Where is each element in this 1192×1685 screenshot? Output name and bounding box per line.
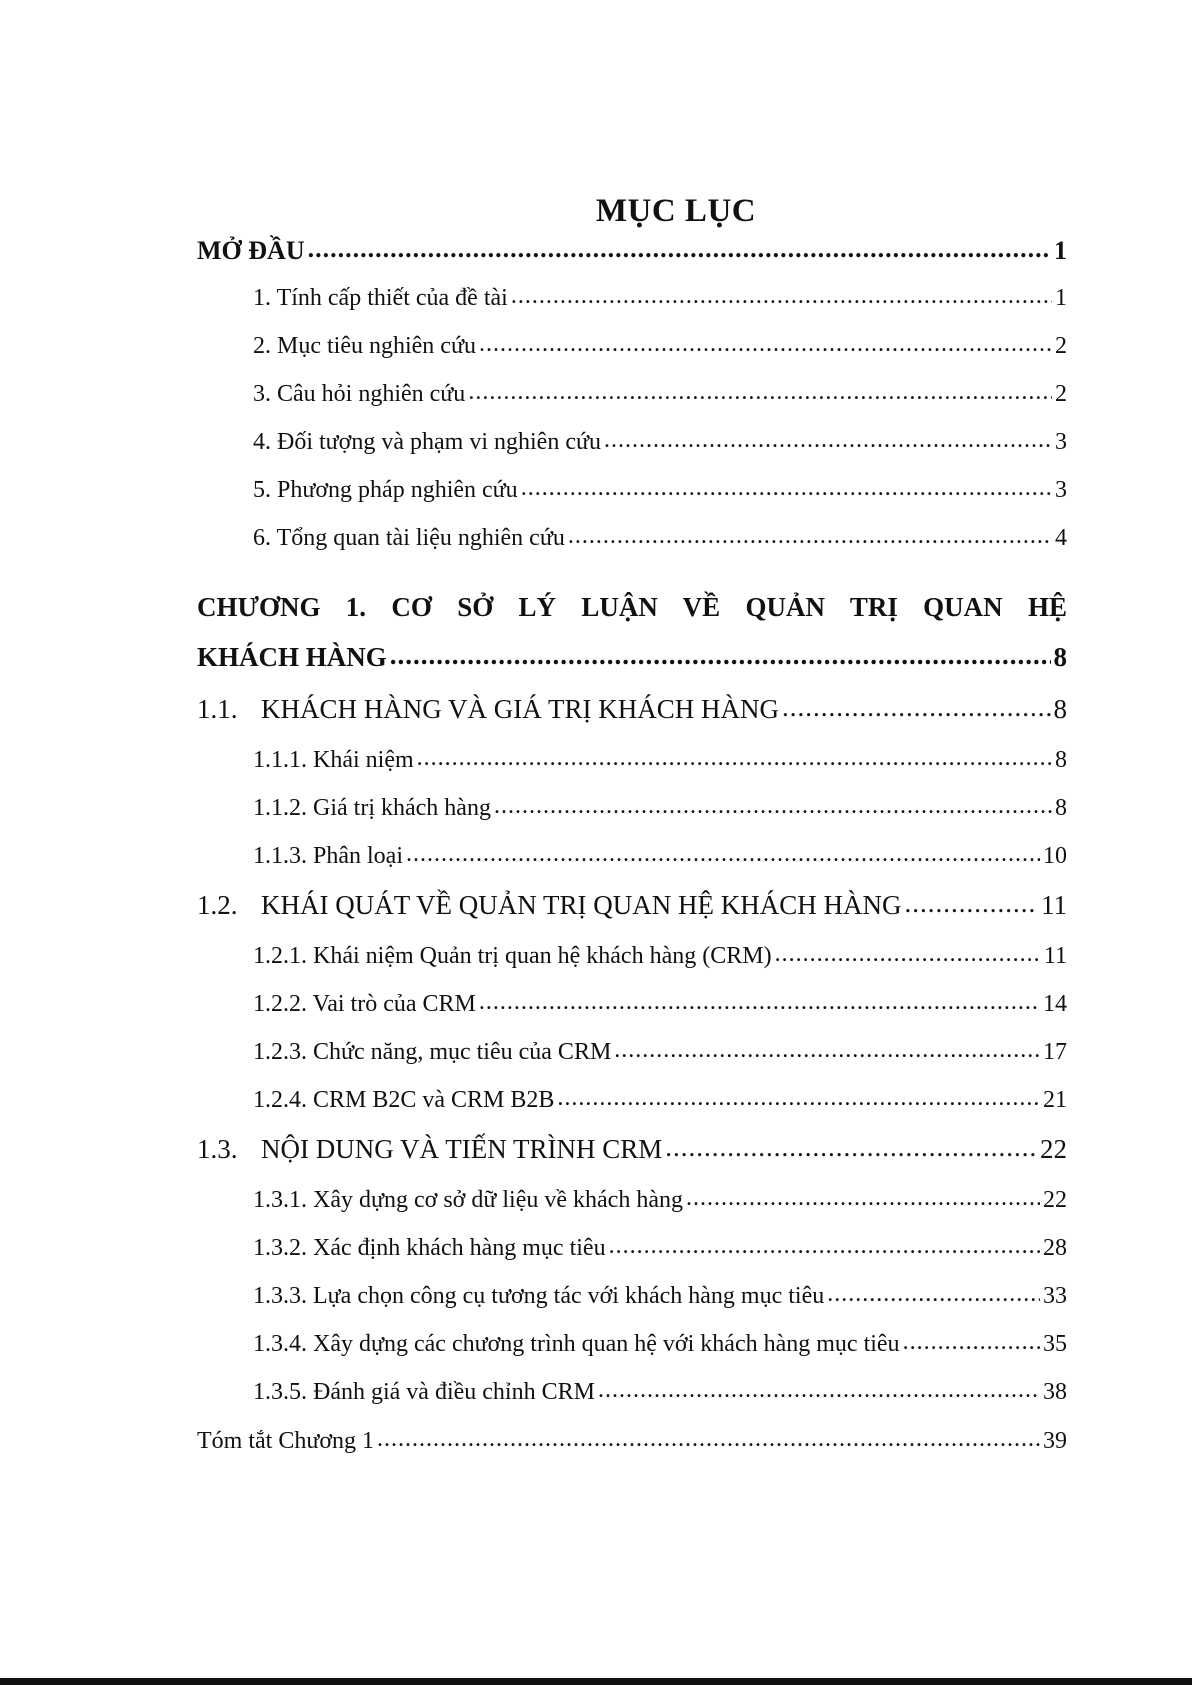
- toc-entry[interactable]: [197, 748, 1067, 772]
- toc-page-number: 14: [1043, 991, 1067, 1017]
- toc-entry-label: 1.2.4. CRM B2C và CRM B2B: [253, 1087, 555, 1113]
- toc-section-heading: [197, 892, 901, 919]
- toc-entry-label: 1.3.5. Đánh giá và điều chỉnh CRM: [253, 1379, 595, 1405]
- dot-leader: [827, 1282, 1040, 1306]
- toc-entry-summary[interactable]: [197, 1429, 1067, 1453]
- toc-page-number: 2: [1055, 333, 1067, 359]
- toc-entry-section[interactable]: [197, 696, 1067, 723]
- toc-entry-label: Tóm tắt Chương 1: [197, 1428, 375, 1454]
- dot-leader: [904, 890, 1038, 917]
- toc-page-number: 8: [1053, 642, 1067, 672]
- toc-entry[interactable]: [197, 1088, 1067, 1112]
- toc-page-number: 10: [1043, 843, 1067, 869]
- toc-entry-label: 1.2.3. Chức năng, mục tiêu của CRM: [253, 1039, 612, 1065]
- toc-page-number: 17: [1043, 1039, 1067, 1065]
- toc-page-number: 28: [1043, 1235, 1067, 1261]
- toc-entry-section[interactable]: [197, 1136, 1067, 1163]
- toc-entry-label: MỞ ĐẦU: [197, 236, 305, 265]
- toc-entry[interactable]: [197, 286, 1067, 310]
- toc-page-number: 11: [1041, 890, 1067, 920]
- toc-entry[interactable]: [197, 1040, 1067, 1064]
- toc-entry-label: 1.3.1. Xây dựng cơ sở dữ liệu về khách hàng: [253, 1187, 683, 1213]
- toc-page-number: 3: [1055, 429, 1067, 455]
- toc-entry-label: 2. Mục tiêu nghiên cứu: [253, 333, 476, 359]
- toc-page-number: 35: [1043, 1331, 1067, 1357]
- dot-leader: [609, 1234, 1040, 1258]
- toc-page-number: 2: [1055, 381, 1067, 407]
- toc-page-number: 21: [1043, 1087, 1067, 1113]
- dot-leader: [479, 990, 1040, 1014]
- dot-leader: [479, 332, 1052, 356]
- toc-section-number: 1.3.: [197, 1134, 238, 1164]
- toc-entry-label: 5. Phương pháp nghiên cứu: [253, 477, 518, 503]
- toc-page-number: 33: [1043, 1283, 1067, 1309]
- dot-leader: [308, 236, 1051, 262]
- toc-page-number: 22: [1043, 1187, 1067, 1213]
- toc-page-number: 22: [1040, 1134, 1067, 1164]
- dot-leader: [417, 746, 1052, 770]
- dot-leader: [614, 1038, 1040, 1062]
- toc-section-number: 1.2.: [197, 890, 238, 920]
- toc-entry[interactable]: [197, 1236, 1067, 1260]
- toc-entry-section[interactable]: [197, 892, 1067, 919]
- toc-entry[interactable]: [197, 526, 1067, 550]
- toc-entry-label: NỘI DUNG VÀ TIẾN TRÌNH CRM: [261, 1134, 663, 1164]
- toc-entry-label: 3. Câu hỏi nghiên cứu: [253, 381, 466, 407]
- toc-entry[interactable]: [197, 1284, 1067, 1308]
- toc-page-number: 3: [1055, 477, 1067, 503]
- toc-entry-label: 1.1.1. Khái niệm: [253, 747, 414, 773]
- dot-leader: [511, 284, 1052, 308]
- toc-entry[interactable]: [197, 334, 1067, 358]
- toc-page-number: 11: [1043, 943, 1067, 969]
- toc-entry[interactable]: [197, 844, 1067, 868]
- toc-title: MỤC LỤC: [595, 193, 757, 229]
- toc-entry[interactable]: [197, 430, 1067, 454]
- dot-leader: [390, 642, 1051, 669]
- toc-entry-label: 4. Đối tượng và phạm vi nghiên cứu: [253, 429, 601, 455]
- toc-page-number: 8: [1053, 694, 1067, 724]
- dot-leader: [604, 428, 1052, 452]
- dot-leader: [686, 1186, 1040, 1210]
- toc-entry[interactable]: [197, 944, 1067, 968]
- toc-entry-chapter[interactable]: [197, 644, 1067, 671]
- toc-section-heading: [197, 1136, 662, 1163]
- toc-entry-label: KHÁI QUÁT VỀ QUẢN TRỊ QUAN HỆ KHÁCH HÀNG: [261, 890, 902, 920]
- toc-entry-label: KHÁCH HÀNG: [197, 642, 387, 672]
- toc-entry-label: 1.2.2. Vai trò của CRM: [253, 991, 476, 1017]
- toc-entry-label: 1.3.3. Lựa chọn công cụ tương tác với khách hàng mục tiêu: [253, 1283, 825, 1309]
- toc-entry[interactable]: [197, 796, 1067, 820]
- dot-leader: [468, 380, 1052, 404]
- toc-chapter-heading[interactable]: CHƯƠNG 1. CƠ SỞ LÝ LUẬN VỀ QUẢN TRỊ QUAN HỆ: [197, 592, 1067, 622]
- toc-page-number: 4: [1055, 525, 1067, 551]
- toc-entry-label: 1.3.4. Xây dựng các chương trình quan hệ với khách hàng mục tiêu: [253, 1331, 900, 1357]
- toc-entry-label: 6. Tổng quan tài liệu nghiên cứu: [253, 525, 565, 551]
- toc-page-number: 38: [1043, 1379, 1067, 1405]
- dot-leader: [557, 1086, 1040, 1110]
- toc-entry-label: KHÁCH HÀNG VÀ GIÁ TRỊ KHÁCH HÀNG: [261, 694, 779, 724]
- dot-leader: [903, 1330, 1040, 1354]
- toc-entry-label: 1.3.2. Xác định khách hàng mục tiêu: [253, 1235, 606, 1261]
- bottom-border: [0, 1678, 1192, 1685]
- toc-entry[interactable]: [197, 1380, 1067, 1404]
- toc-entry[interactable]: [197, 382, 1067, 406]
- toc-entry[interactable]: [197, 1188, 1067, 1212]
- toc-page-number: 8: [1055, 747, 1067, 773]
- toc-page-number: 8: [1055, 795, 1067, 821]
- dot-leader: [782, 694, 1051, 721]
- toc-entry[interactable]: [197, 992, 1067, 1016]
- toc-entry[interactable]: [197, 478, 1067, 502]
- toc-section-heading: [197, 696, 779, 723]
- toc-entry-label: 1.1.2. Giá trị khách hàng: [253, 795, 491, 821]
- dot-leader: [665, 1134, 1037, 1161]
- dot-leader: [521, 476, 1052, 500]
- toc-entry-label: 1.1.3. Phân loại: [253, 843, 403, 869]
- toc-section-number: 1.1.: [197, 694, 238, 724]
- toc-page-number: 1: [1055, 285, 1067, 311]
- toc-page-number: 1: [1054, 236, 1067, 265]
- toc-page-number: 39: [1043, 1428, 1067, 1454]
- toc-entry-label: 1. Tính cấp thiết của đề tài: [253, 285, 508, 311]
- toc-entry-intro[interactable]: [197, 238, 1067, 264]
- dot-leader: [568, 524, 1052, 548]
- dot-leader: [775, 942, 1041, 966]
- dot-leader: [598, 1378, 1040, 1402]
- dot-leader: [377, 1427, 1040, 1451]
- dot-leader: [406, 842, 1040, 866]
- toc-entry-label: 1.2.1. Khái niệm Quản trị quan hệ khách hàng (CRM): [253, 943, 772, 969]
- toc-entry[interactable]: [197, 1332, 1067, 1356]
- dot-leader: [494, 794, 1052, 818]
